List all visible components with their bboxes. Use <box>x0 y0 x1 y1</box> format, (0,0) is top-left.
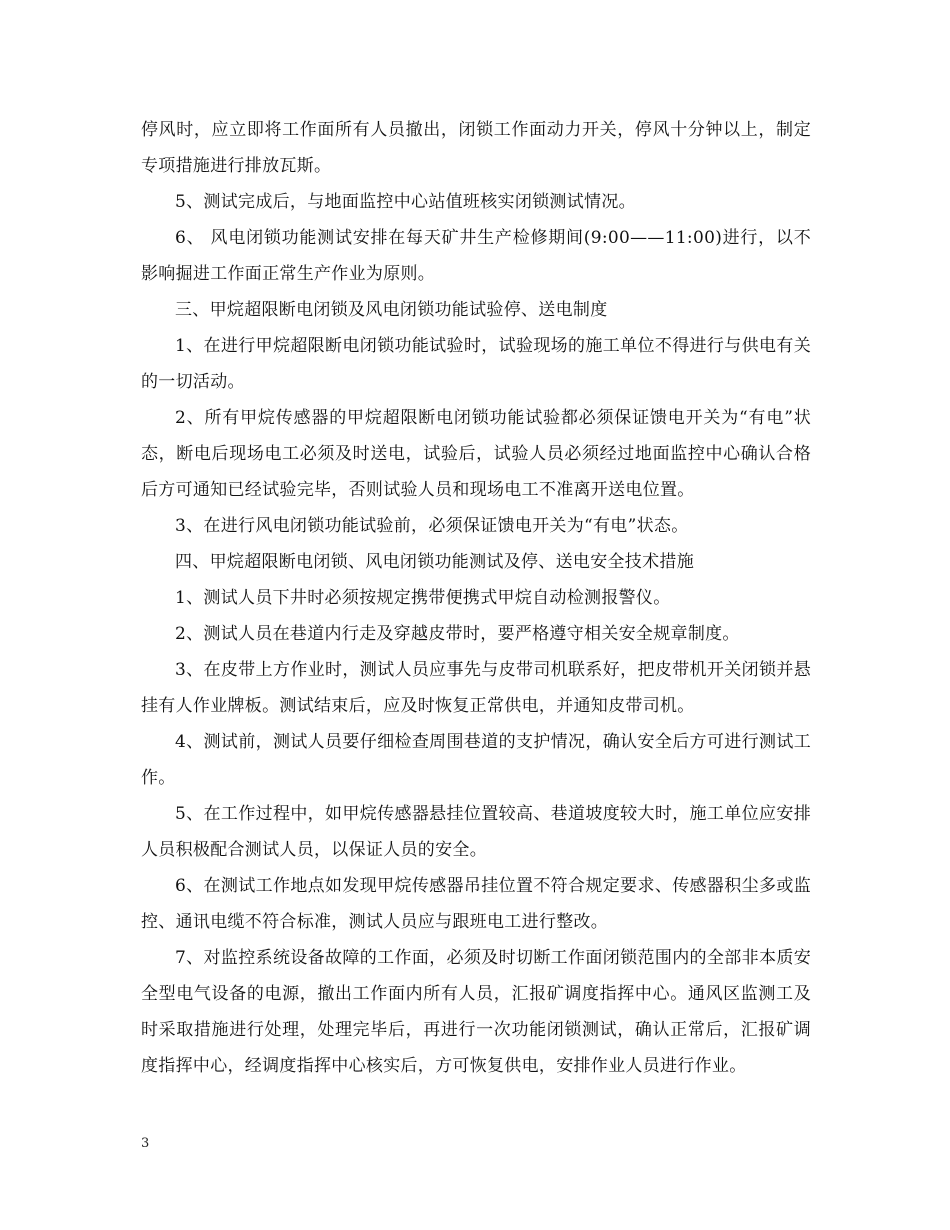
section-heading-3: 三、甲烷超限断电闭锁及风电闭锁功能试验停、送电制度 <box>175 300 608 320</box>
paragraph-section4-item-6: 6、在测试工作地点如发现甲烷传感器吊挂位置不符合规定要求、传感器积尘多或监控、通讯电缆不符合标准，测试人员应与跟班电工进行整改。 <box>141 876 811 932</box>
paragraph-section4-item-4: 4、测试前，测试人员要仔细检查周围巷道的支护情况，确认安全后方可进行测试工作。 <box>141 732 811 788</box>
paragraph-item-6-test-schedule: 6、 风电闭锁功能测试安排在每天矿井生产检修期间(9:00——11:00)进行，以不影响掘进工作面正常生产作业为原则。 <box>141 228 811 284</box>
paragraph-section3-item-1: 1、在进行甲烷超限断电闭锁功能试验时，试验现场的施工单位不得进行与供电有关的一切活动。 <box>141 336 811 392</box>
paragraph-section3-item-3: 3、在进行风电闭锁功能试验前，必须保证馈电开关为“有电”状态。 <box>175 516 689 536</box>
paragraph-section4-item-3: 3、在皮带上方作业时，测试人员应事先与皮带司机联系好，把皮带机开关闭锁并悬挂有人作业牌板。测试结束后，应及时恢复正常供电，并通知皮带司机。 <box>141 660 811 716</box>
paragraph-section4-item-7: 7、对监控系统设备故障的工作面，必须及时切断工作面闭锁范围内的全部非本质安全型电气设备的电源，撤出工作面内所有人员，汇报矿调度指挥中心。通风区监测工及时采取措施进行处理，处理完毕后，再进行一次功能闭锁测试，确认正常后，汇报矿调度指挥中心，经调度指挥中心核实后，方可恢复供电，安排作业人员进行作业。 <box>141 948 811 1076</box>
paragraph-section4-item-5: 5、在工作过程中，如甲烷传感器悬挂位置较高、巷道坡度较大时，施工单位应安排人员积极配合测试人员，以保证人员的安全。 <box>141 804 811 860</box>
section-heading-4: 四、甲烷超限断电闭锁、风电闭锁功能测试及停、送电安全技术措施 <box>175 552 694 572</box>
paragraph-continuation: 停风时，应立即将工作面所有人员撤出，闭锁工作面动力开关，停风十分钟以上，制定专项措施进行排放瓦斯。 <box>141 120 811 176</box>
paragraph-section3-item-2: 2、所有甲烷传感器的甲烷超限断电闭锁功能试验都必须保证馈电开关为“有电”状态，断电后现场电工必须及时送电，试验后，试验人员必须经过地面监控中心确认合格后方可通知已经试验完毕，否则试验人员和现场电工不准离开送电位置。 <box>141 408 811 500</box>
page-number: 3 <box>141 1136 150 1151</box>
paragraph-section4-item-2: 2、测试人员在巷道内行走及穿越皮带时，要严格遵守相关安全规章制度。 <box>175 624 740 644</box>
document-body <box>141 112 811 1084</box>
paragraph-section4-item-1: 1、测试人员下井时必须按规定携带便携式甲烷自动检测报警仪。 <box>175 588 671 608</box>
paragraph-item-5-test-complete: 5、测试完成后，与地面监控中心站值班核实闭锁测试情况。 <box>175 192 636 212</box>
